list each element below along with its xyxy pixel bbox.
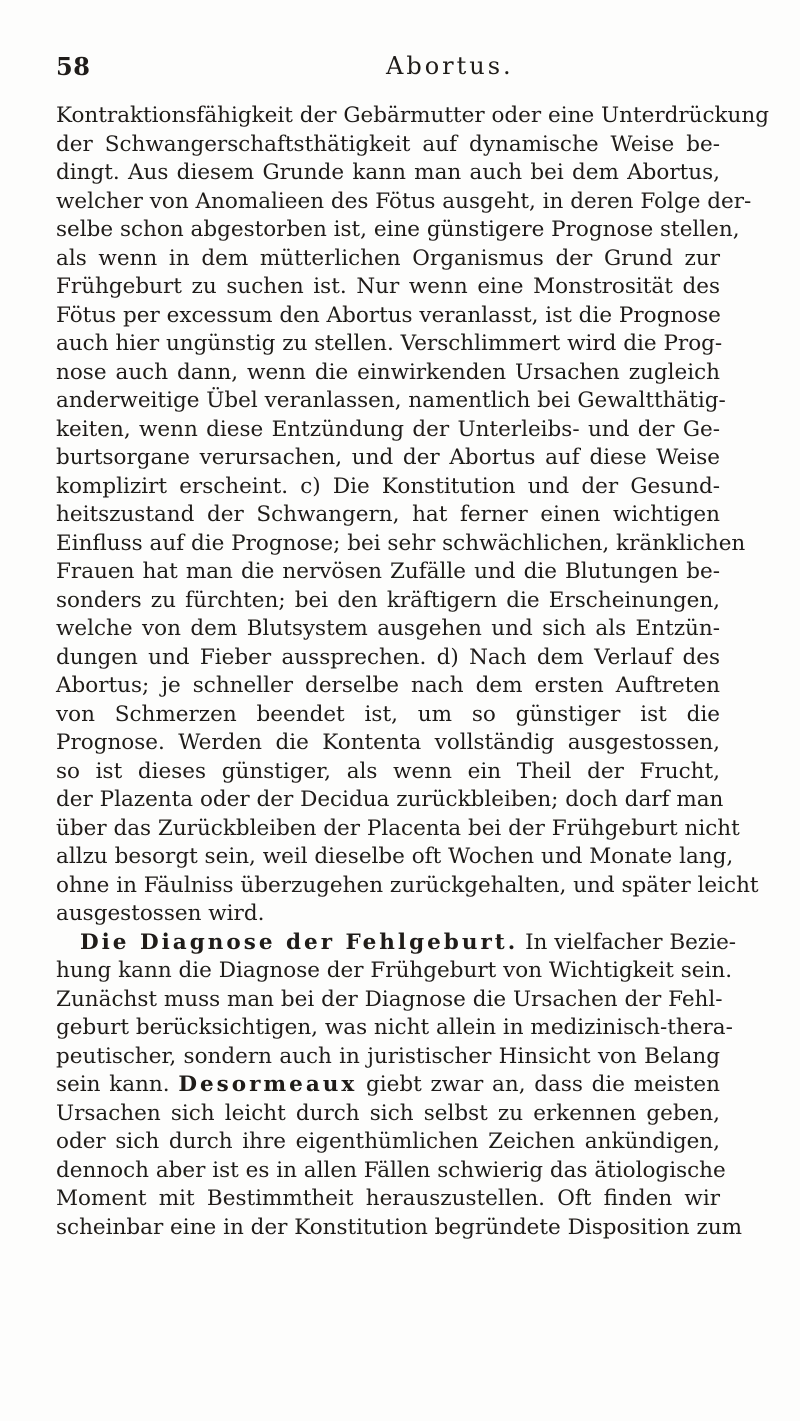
text-line: heitszustand der Schwangern, hat ferner einen wichtigen bbox=[56, 502, 720, 527]
text-line: geburt berücksichtigen, was nicht allein in medizinisch-thera- bbox=[56, 1015, 733, 1040]
text-line: Fötus per excessum den Abortus veranlasst, ist die Prognose bbox=[56, 302, 721, 328]
text-line: sonders zu fürchten; bei den kräftigern die Erscheinungen, bbox=[56, 587, 720, 613]
author-name: Desormeaux bbox=[178, 1072, 358, 1097]
text-line: welcher von Anomalieen des Fötus ausgeht, in deren Folge der- bbox=[56, 188, 752, 214]
text-line: welche von dem Blutsystem ausgehen und sich als Entzün- bbox=[56, 616, 720, 641]
text-line: so ist dieses günstiger, als wenn ein Theil der Frucht, bbox=[56, 758, 720, 784]
text-line: nose auch dann, wenn die einwirkenden Ursachen zugleich bbox=[56, 359, 720, 385]
desormeaux-rest: giebt zwar an, dass die meisten bbox=[365, 1072, 720, 1097]
text-line: allzu besorgt sein, weil dieselbe oft Wochen und Monate lang, bbox=[56, 844, 734, 869]
desormeaux-prefix: sein kann. bbox=[56, 1072, 170, 1097]
section-heading-rest: In vielfacher Bezie- bbox=[525, 929, 737, 955]
text-line: der Plazenta oder der Decidua zurückbleiben; doch darf man bbox=[56, 787, 724, 812]
text-line: Frühgeburt zu suchen ist. Nur wenn eine Monstrosität des bbox=[56, 274, 720, 299]
text-line: Zunächst muss man bei der Diagnose die Ursachen der Fehl- bbox=[56, 986, 723, 1012]
page-number: 58 bbox=[56, 52, 91, 81]
section-heading-line bbox=[56, 929, 737, 958]
text-line: keiten, wenn diese Entzündung der Unterleibs- und der Ge- bbox=[56, 416, 720, 442]
text-line: Frauen hat man die nervösen Zufälle und die Blutungen be- bbox=[56, 559, 720, 584]
text-line: Einfluss auf die Prognose; bei sehr schwächlichen, kränklichen bbox=[56, 530, 746, 556]
text-line: als wenn in dem mütterlichen Organismus der Grund zur bbox=[56, 245, 720, 271]
text-line: hung kann die Diagnose der Frühgeburt von Wichtigkeit sein. bbox=[56, 958, 733, 983]
text-line: scheinbar eine in der Konstitution begründete Disposition zum bbox=[56, 1214, 743, 1240]
text-line: burtsorgane verursachen, und der Abortus auf diese Weise bbox=[56, 445, 720, 470]
text-line: dingt. Aus diesem Grunde kann man auch bei dem Abortus, bbox=[56, 160, 720, 185]
text-line: über das Zurückbleiben der Placenta bei der Frühgeburt nicht bbox=[56, 815, 740, 841]
text-line: auch hier ungünstig zu stellen. Verschlimmert wird die Prog- bbox=[56, 331, 723, 356]
text-line: Prognose. Werden die Kontenta vollständig ausgestossen, bbox=[56, 730, 720, 755]
text-line: anderweitige Übel veranlassen, namentlich bei Gewaltthätig- bbox=[56, 388, 726, 413]
text-line: dungen und Fieber aussprechen. d) Nach dem Verlauf des bbox=[56, 644, 720, 670]
text-line: komplizirt erscheint. c) Die Konstitution und der Gesund- bbox=[56, 473, 720, 499]
text-line: Ursachen sich leicht durch sich selbst zu erkennen geben, bbox=[56, 1100, 720, 1126]
text-line: der Schwangerschaftsthätigkeit auf dynamische Weise be- bbox=[56, 131, 720, 157]
text-line: oder sich durch ihre eigenthümlichen Zeichen ankündigen, bbox=[56, 1129, 720, 1154]
text-line: Kontraktionsfähigkeit der Gebärmutter oder eine Unterdrückung bbox=[56, 103, 770, 128]
text-line: dennoch aber ist es in allen Fällen schwierig das ätiologische bbox=[56, 1157, 726, 1183]
body-text bbox=[56, 102, 770, 1242]
running-head: Abortus. bbox=[386, 52, 514, 80]
page-header bbox=[56, 52, 696, 92]
text-line bbox=[56, 1071, 720, 1100]
text-line: von Schmerzen beendet ist, um so günstiger ist die bbox=[56, 701, 720, 727]
text-line: ausgestossen wird. bbox=[56, 901, 265, 926]
section-heading: Die Diagnose der Fehlgeburt. bbox=[80, 929, 519, 955]
text-line: Moment mit Bestimmtheit herauszustellen. Oft finden wir bbox=[56, 1186, 720, 1211]
text-line: ohne in Fäulniss überzugehen zurückgehalten, und später leicht bbox=[56, 872, 759, 898]
text-line: Abortus; je schneller derselbe nach dem ersten Auftreten bbox=[56, 673, 720, 698]
text-line: selbe schon abgestorben ist, eine günstigere Prognose stellen, bbox=[56, 217, 740, 242]
text-line: peutischer, sondern auch in juristischer Hinsicht von Belang bbox=[56, 1043, 720, 1069]
